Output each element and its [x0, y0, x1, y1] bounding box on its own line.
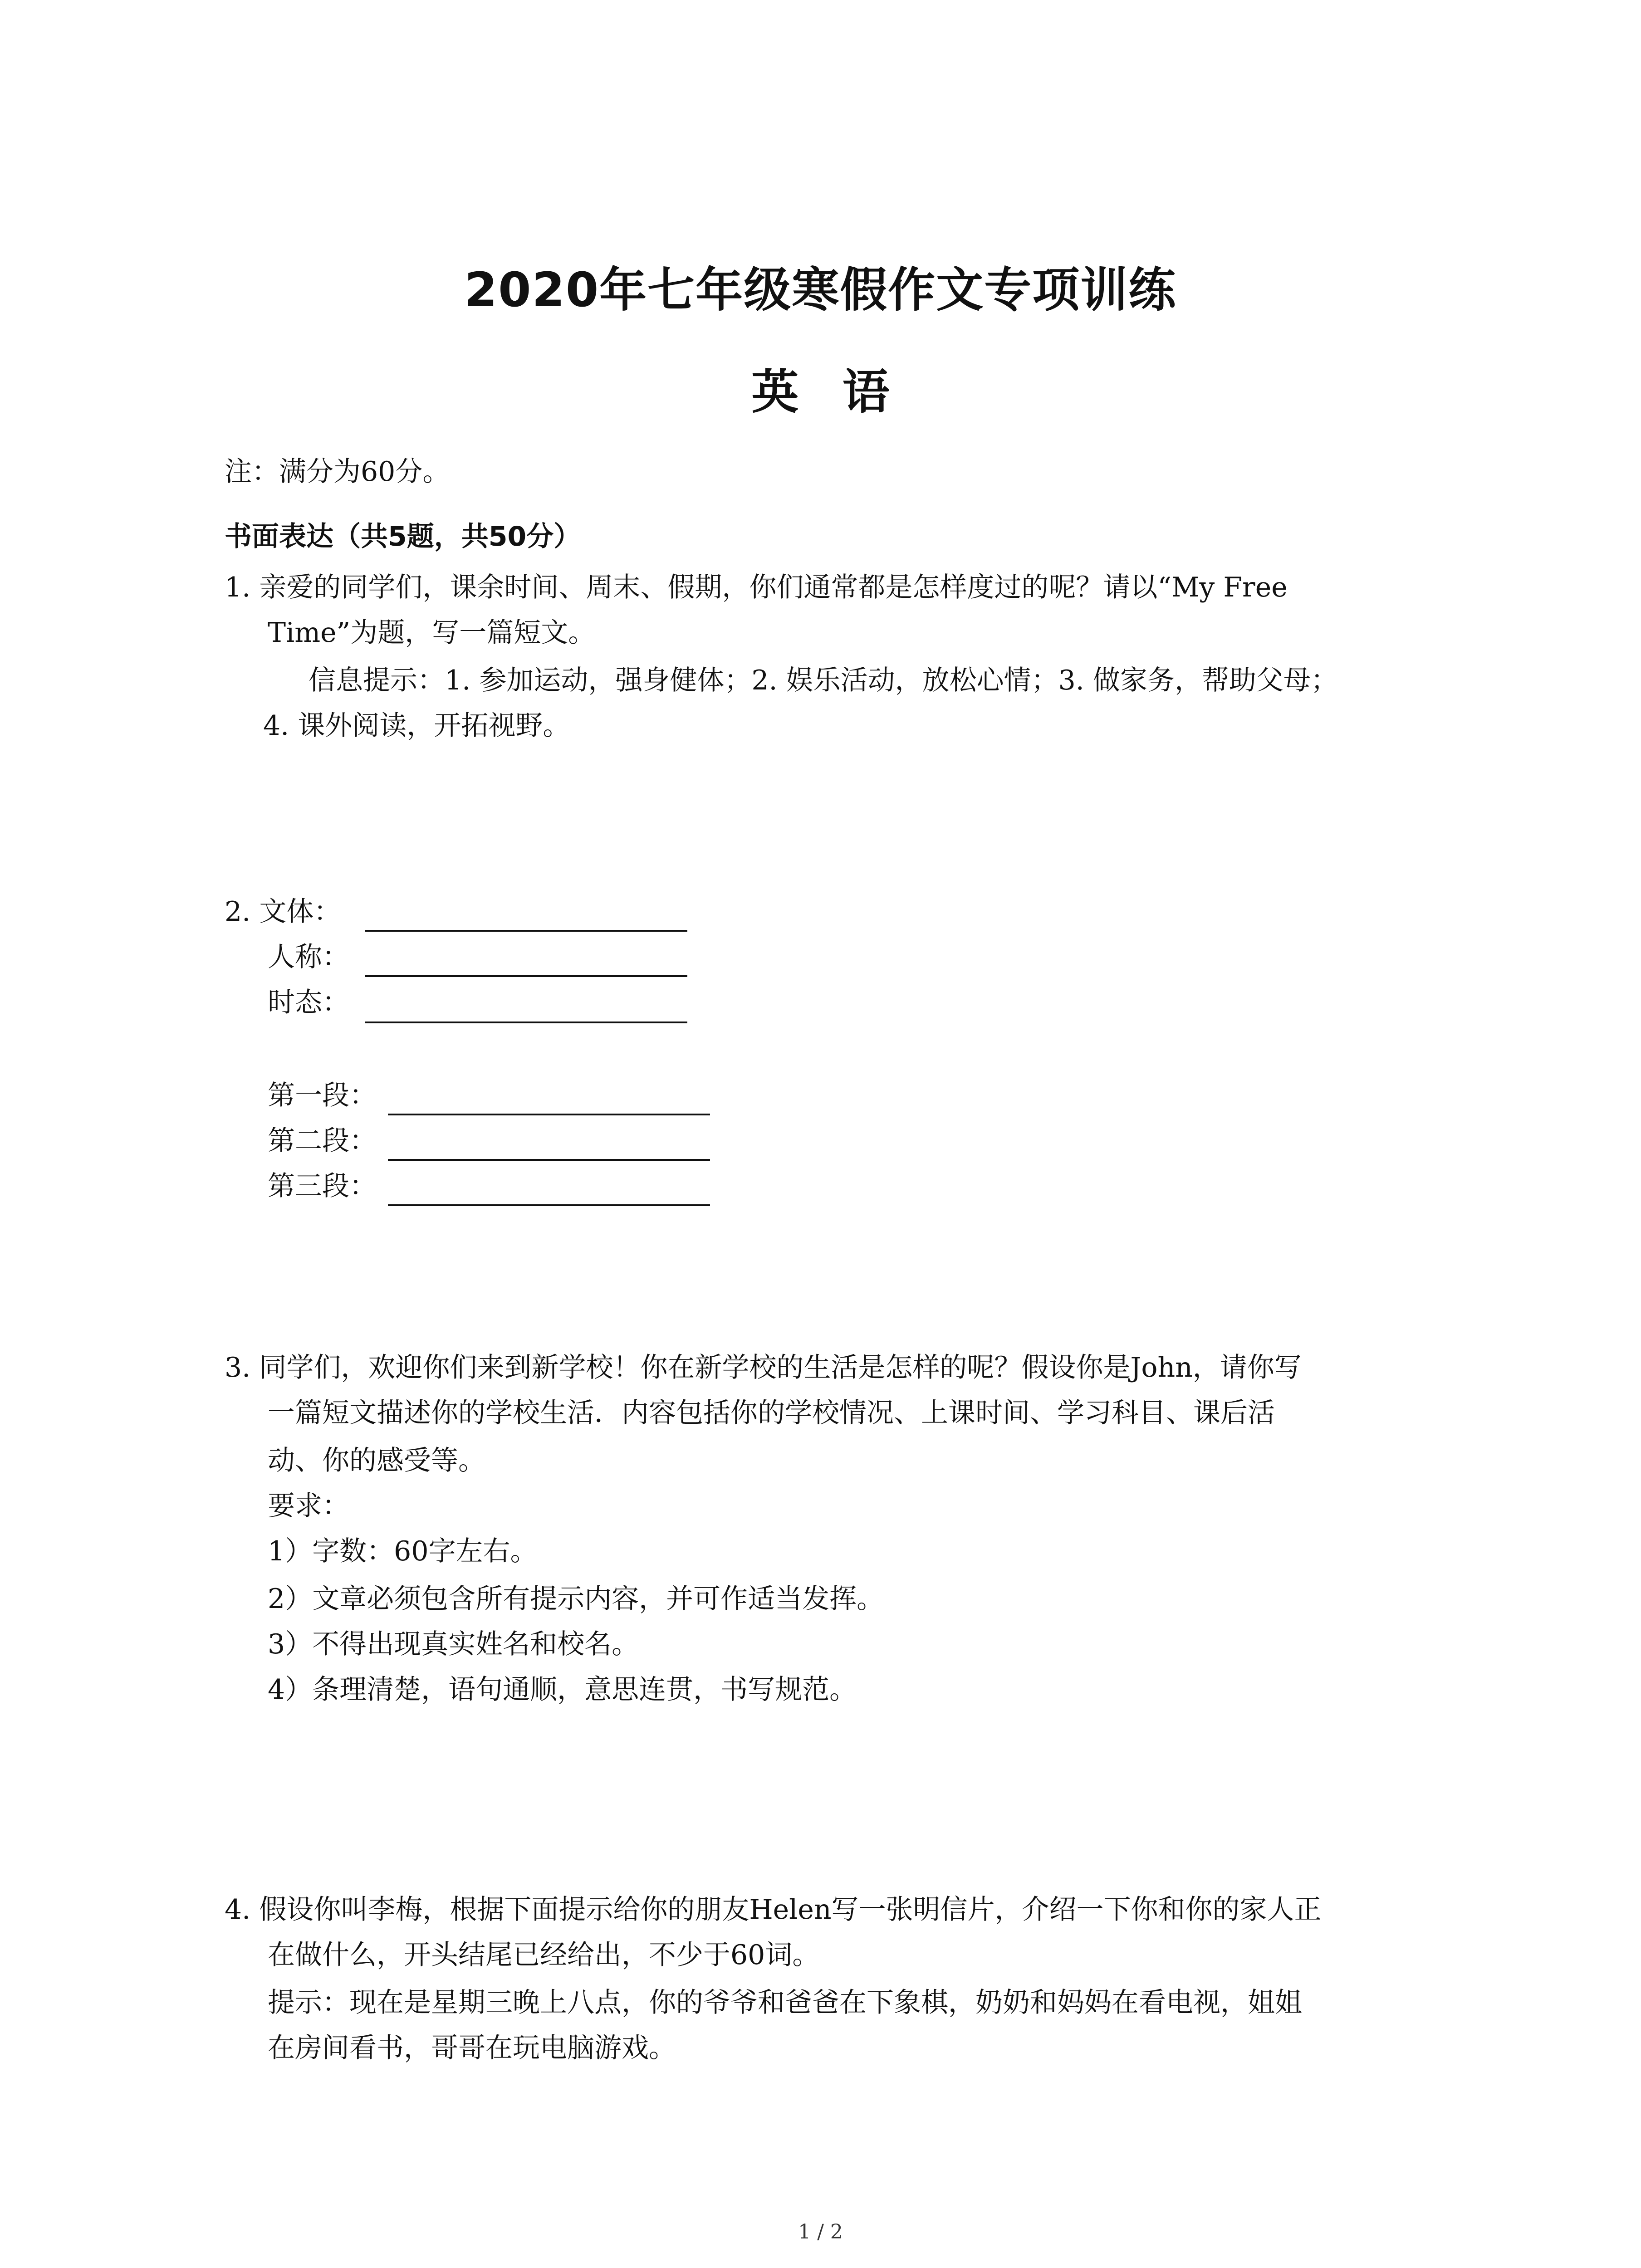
q2-blank-tense[interactable]	[365, 1022, 687, 1023]
q1-line2: Time”为题，写一篇短文。	[268, 617, 596, 649]
q2-label-style: 2. 文体：	[225, 896, 341, 928]
q4-line4: 在房间看书，哥哥在玩电脑游戏。	[268, 2032, 676, 2064]
q2-blank-paragraph2[interactable]	[388, 1159, 710, 1161]
q3-requirement-3: 3）不得出现真实姓名和校名。	[268, 1628, 639, 1660]
q1-line4: 4. 课外阅读，开拓视野。	[263, 710, 570, 742]
q2-label-paragraph3: 第三段：	[268, 1170, 377, 1202]
q4-line3: 提示：现在是星期三晚上八点，你的爷爷和爸爸在下象棋，奶奶和妈妈在看电视，姐姐	[268, 1987, 1302, 2019]
q2-label-paragraph2: 第二段：	[268, 1125, 377, 1157]
page-number: 1 / 2	[798, 2220, 843, 2244]
q4-line2: 在做什么，开头结尾已经给出，不少于60词。	[268, 1939, 820, 1971]
q3-requirement-4: 4）条理清楚，语句通顺，意思连贯，书写规范。	[268, 1674, 857, 1706]
q3-line1: 3. 同学们，欢迎你们来到新学校！你在新学校的生活是怎样的呢？假设你是John，请你写	[225, 1352, 1302, 1383]
q3-requirements-title: 要求：	[268, 1490, 349, 1522]
q2-label-person: 人称：	[268, 941, 349, 973]
q2-blank-paragraph1[interactable]	[388, 1114, 710, 1115]
q3-line2: 一篇短文描述你的学校生活．内容包括你的学校情况、上课时间、学习科目、课后活	[268, 1397, 1275, 1429]
q3-requirement-1: 1）字数：60字左右。	[268, 1535, 538, 1567]
q2-blank-paragraph3[interactable]	[388, 1204, 710, 1206]
q4-line1: 4. 假设你叫李梅，根据下面提示给你的朋友Helen写一张明信片，介绍一下你和你的家人正	[225, 1894, 1322, 1926]
q1-line1: 1. 亲爱的同学们，课余时间、周末、假期，你们通常都是怎样度过的呢？请以“My Free	[225, 572, 1288, 603]
q3-line3: 动、你的感受等。	[268, 1445, 485, 1476]
score-note: 注：满分为60分。	[225, 456, 450, 488]
q3-requirement-2: 2）文章必须包含所有提示内容，并可作适当发挥。	[268, 1583, 884, 1615]
q2-label-paragraph1: 第一段：	[268, 1080, 377, 1111]
page-title: 2020年七年级寒假作文专项训练	[464, 262, 1177, 318]
q1-line3: 信息提示：1. 参加运动，强身健体；2. 娱乐活动，放松心情；3. 做家务，帮助父母；	[309, 665, 1338, 696]
q2-blank-style[interactable]	[365, 930, 687, 932]
q2-label-tense: 时态：	[268, 987, 349, 1018]
q2-blank-person[interactable]	[365, 975, 687, 977]
subject-heading: 英 语	[751, 364, 890, 420]
section-heading: 书面表达（共5题，共50分）	[225, 521, 581, 552]
